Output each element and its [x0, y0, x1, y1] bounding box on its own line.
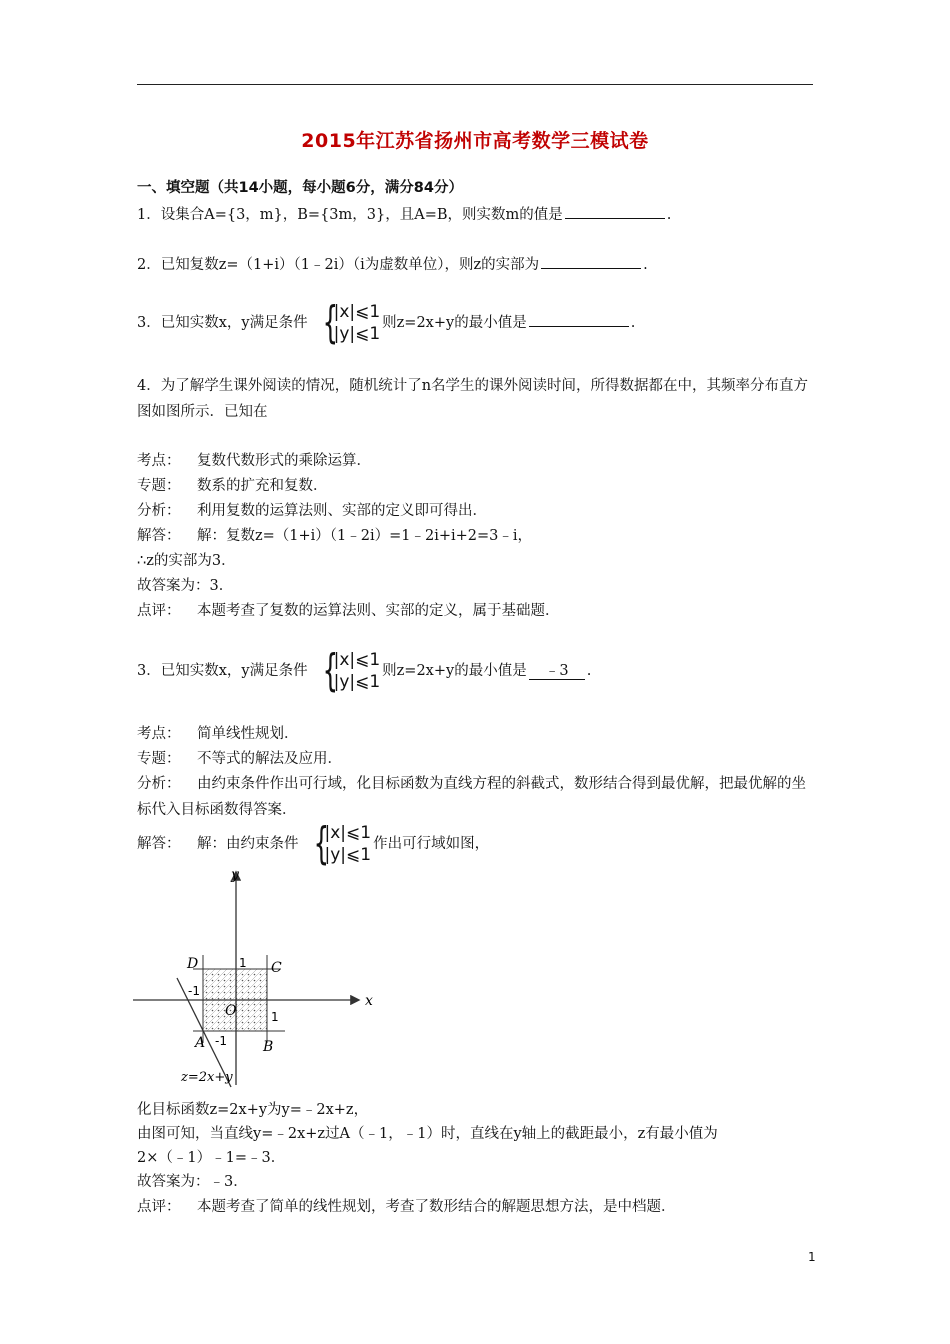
origin-label: O	[225, 1003, 237, 1019]
page-title: 2015年江苏省扬州市高考数学三模试卷	[301, 130, 649, 152]
header-rule	[137, 84, 813, 85]
field-value: 简单线性规划．	[197, 726, 299, 742]
constraint-row: |x|⩽1	[333, 650, 381, 670]
point-a-label: A	[195, 1035, 206, 1051]
question-4: 4．为了解学生课外阅读的情况，随机统计了n名学生的课外阅读时间，所得数据都在中，其频率分布直方图如图所示．已知在	[137, 378, 809, 420]
answer-value: ﹣3	[529, 663, 585, 680]
field-value: 利用复数的运算法则、实部的定义即可得出．	[197, 503, 487, 519]
solution-2-dianping	[137, 601, 560, 621]
question-2	[137, 253, 648, 275]
field-value: 数系的扩充和复数．	[197, 478, 328, 494]
solution-2-fenxi	[137, 501, 487, 521]
solution-2-jieda	[137, 526, 532, 546]
constraint-row: |x|⩽1	[333, 302, 381, 322]
solution-3-line: 化目标函数z=2x+y为y=﹣2x+z，	[137, 1102, 369, 1118]
solution-3-dianping	[137, 1197, 676, 1217]
solution-3-line: 由图可知，当直线y=﹣2x+z过A（﹣1，﹣1）时，直线在y轴上的截距最小，z有最小值为	[137, 1126, 718, 1142]
field-value: 解：由约束条件	[197, 836, 299, 852]
field-label: 分析：	[137, 776, 181, 792]
field-label: 专题：	[137, 478, 181, 494]
field-value: 复数代数形式的乘除运算．	[197, 453, 371, 469]
constraint-row: |y|⩽1	[333, 324, 381, 344]
tick-label: 1	[271, 1010, 279, 1024]
section-heading: 一、填空题（共14小题，每小题6分，满分84分）	[137, 180, 463, 196]
tick-label: -1	[215, 1034, 227, 1048]
field-label: 考点：	[137, 453, 181, 469]
question-3-pre: 3．已知实数x，y满足条件	[137, 663, 308, 679]
solution-3-kaodian	[137, 724, 299, 744]
field-value: 作出可行域如图，	[373, 836, 490, 852]
objective-line-label: z=2x+y	[181, 1070, 233, 1085]
question-3-answered	[137, 645, 592, 696]
x-axis-label: x	[365, 993, 373, 1009]
field-label: 点评：	[137, 603, 181, 619]
field-value: 本题考查了复数的运算法则、实部的定义，属于基础题．	[197, 603, 560, 619]
field-value: 解：复数z=（1+i）（1﹣2i）=1﹣2i+i+2=3﹣i，	[197, 528, 533, 544]
answer-blank	[541, 253, 641, 269]
solution-3-line: 2×（﹣1）﹣1=﹣3．	[137, 1150, 286, 1166]
constraint-row: |y|⩽1	[333, 672, 381, 692]
brace-icon: {	[322, 297, 338, 348]
field-label: 解答：	[137, 528, 181, 544]
constraint-system	[310, 645, 381, 696]
question-3-post: 则z=2x+y的最小值是	[382, 663, 527, 679]
answer-blank	[565, 203, 665, 219]
question-1	[137, 203, 671, 225]
question-1-text: 1．设集合A={3，m}，B={3m，3}，且A=B，则实数m的值是	[137, 207, 563, 223]
field-value: 本题考查了简单的线性规划，考查了数形结合的解题思想方法，是中档题．	[197, 1199, 676, 1215]
solution-3-fenxi	[137, 771, 817, 823]
question-3-post: 则z=2x+y的最小值是	[382, 315, 527, 331]
solution-2-zhuanti	[137, 476, 328, 496]
field-label: 点评：	[137, 1199, 181, 1215]
question-2-text: 2．已知复数z=（1+i）（1﹣2i）（i为虚数单位），则z的实部为	[137, 257, 540, 273]
solution-2-kaodian	[137, 451, 371, 471]
constraint-row: |y|⩽1	[324, 845, 372, 865]
question-3-pre: 3．已知实数x，y满足条件	[137, 315, 308, 331]
question-2-end: .	[643, 257, 648, 273]
field-value: 由约束条件作出可行域，化目标函数为直线方程的斜截式，数形结合得到最优解，把最优解的坐标代入目标函数得答案．	[137, 776, 806, 818]
field-label: 专题：	[137, 751, 181, 767]
solution-3-zhuanti	[137, 749, 342, 769]
question-3-end: .	[586, 663, 592, 679]
feasible-region-figure	[133, 865, 373, 1090]
constraint-system	[310, 297, 381, 348]
field-label: 解答：	[137, 836, 181, 852]
field-label: 分析：	[137, 503, 181, 519]
solution-3-line: 故答案为：﹣3．	[137, 1174, 248, 1190]
page-number: 1	[808, 1250, 816, 1264]
tick-label: 1	[239, 956, 247, 970]
question-1-end: .	[666, 207, 672, 223]
solution-2-line: 故答案为：3．	[137, 578, 234, 594]
point-c-label: C	[271, 960, 282, 976]
point-d-label: D	[187, 956, 199, 972]
field-label: 考点：	[137, 726, 181, 742]
point-b-label: B	[263, 1039, 274, 1055]
question-3-end: .	[630, 315, 636, 331]
constraint-system	[301, 818, 372, 869]
y-axis-label: y	[231, 867, 239, 883]
brace-icon: {	[322, 645, 338, 696]
answer-blank	[529, 311, 629, 327]
tick-label: -1	[188, 984, 200, 998]
question-3	[137, 297, 636, 348]
solution-2-line: ∴z的实部为3．	[137, 553, 236, 569]
field-value: 不等式的解法及应用．	[197, 751, 342, 767]
solution-3-jieda	[137, 818, 490, 869]
brace-icon: {	[313, 818, 329, 869]
constraint-row: |x|⩽1	[324, 823, 372, 843]
